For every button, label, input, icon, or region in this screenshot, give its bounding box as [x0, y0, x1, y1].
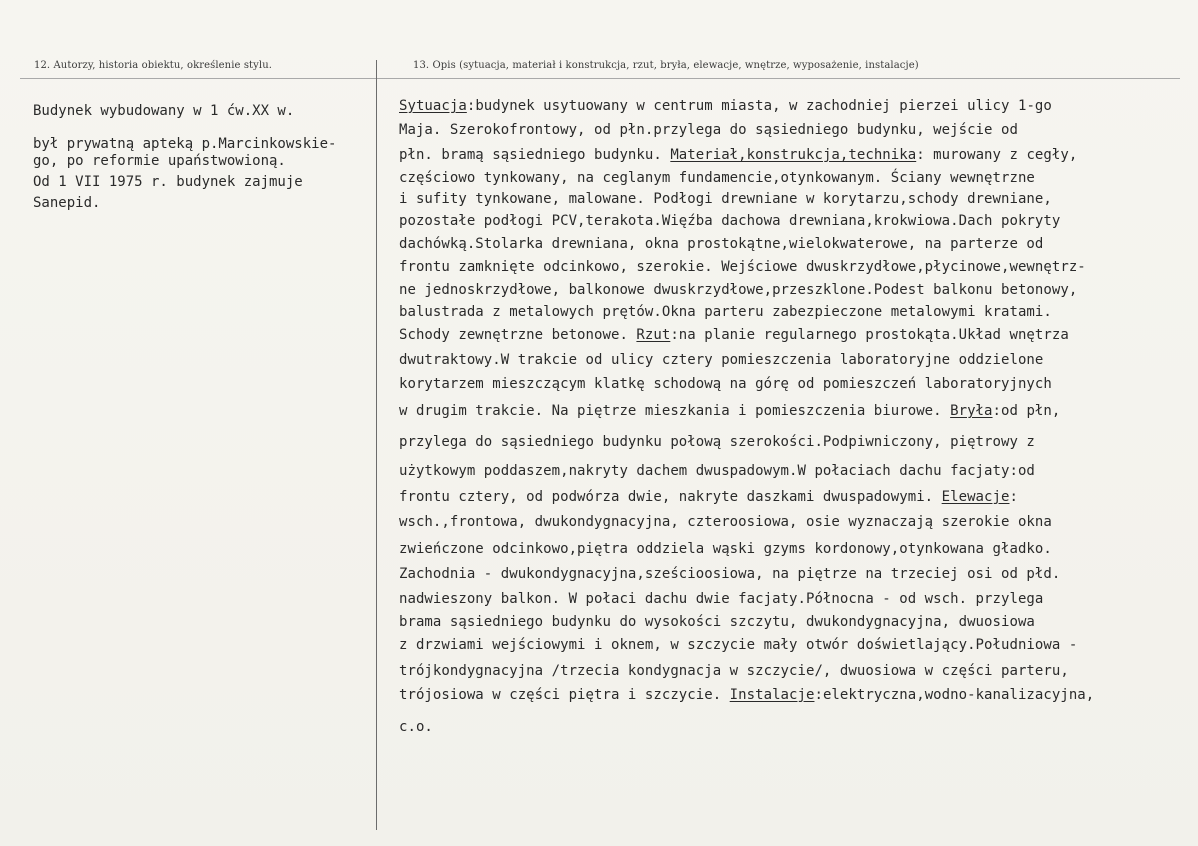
section-keyword: Sytuacja [399, 98, 467, 114]
description-text: i sufity tynkowane, malowane. Podłogi drewniane w korytarzu,schody drewniane, [399, 191, 1052, 207]
description-text: c.o. [399, 719, 433, 735]
description-text: dwutraktowy.W trakcie od ulicy cztery pomieszczenia laboratoryjne oddzielone [399, 352, 1044, 368]
description-text: trójkondygnacyjna /trzecia kondygnacja w szczycie/, dwuosiowa w części parteru, [399, 663, 1069, 679]
description-line [399, 350, 1043, 370]
description-line [399, 487, 1018, 507]
section-keyword: Elewacje [941, 489, 1010, 505]
description-text: :na planie regularnego prostokąta.Układ wnętrza [670, 327, 1069, 343]
description-text: w drugim trakcie. Na piętrze mieszkania i pomieszczenia biurowe. [399, 403, 951, 419]
description-text: przylega do sąsiedniego budynku połową szerokości.Podpiwniczony, piętrowy z [399, 434, 1035, 450]
description-text: frontu cztery, od podwórza dwie, nakryte daszkami dwuspadowymi. [399, 489, 942, 505]
description-line [399, 512, 1052, 532]
history-line: był prywatną apteką p.Marcinkowskie- [33, 136, 337, 152]
description-line [399, 401, 1060, 421]
description-text: balustrada z metalowych prętów.Okna parteru zabezpieczone metalowymi kratami. [399, 304, 1052, 320]
description-line [399, 589, 1043, 609]
description-text: Schody zewnętrzne betonowe. [399, 327, 637, 343]
description-text: Zachodnia - dwukondygnacyjna,sześcioosiowa, na piętrze na trzeciej osi od płd. [399, 566, 1061, 582]
description-line [399, 302, 1052, 322]
description-line [399, 325, 1069, 345]
description-line [399, 635, 1077, 655]
section-keyword: Materiał,konstrukcja,technika [670, 147, 917, 163]
description-line [399, 280, 1077, 300]
description-text: :elektryczna,wodno-kanalizacyjna, [814, 687, 1095, 703]
section-keyword: Rzut [636, 327, 671, 343]
description-line [399, 234, 1043, 254]
history-line: go, po reformie upaństwowioną. [33, 153, 286, 169]
description-text: Maja. Szerokofrontowy, od płn.przylega do sąsiedniego budynku, wejście od [399, 122, 1018, 138]
description-line [399, 432, 1035, 452]
description-line [399, 145, 1077, 165]
header-rule [20, 78, 1180, 79]
description-line [399, 461, 1035, 481]
description-line [399, 685, 1094, 705]
description-line [399, 539, 1052, 559]
column-divider [376, 60, 377, 830]
history-line: Od 1 VII 1975 r. budynek zajmuje [33, 174, 303, 190]
description-text: częściowo tynkowany, na ceglanym fundamencie,otynkowanym. Ściany wewnętrzne [399, 170, 1035, 186]
description-line [399, 168, 1035, 188]
history-line: Sanepid. [33, 195, 101, 211]
history-line: Budynek wybudowany w 1 ćw.XX w. [33, 103, 295, 119]
description-text: nadwieszony balkon. W połaci dachu dwie facjaty.Północna - od wsch. przylega [399, 591, 1044, 607]
description-text: korytarzem mieszczącym klatkę schodową na górę od pomieszczeń laboratoryjnych [399, 376, 1052, 392]
description-text: :budynek usytuowany w centrum miasta, w zachodniej pierzei ulicy 1-go [466, 98, 1052, 114]
description-line [399, 257, 1086, 277]
description-text: zwieńczone odcinkowo,piętra oddziela wąski gzyms kordonowy,otynkowana gładko. [399, 541, 1052, 557]
description-text: frontu zamknięte odcinkowo, szerokie. Wejściowe dwuskrzydłowe,płycinowe,wewnętrz- [399, 259, 1086, 275]
description-text: :od płn, [992, 403, 1061, 419]
description-line [399, 661, 1069, 681]
description-text: użytkowym poddaszem,nakryty dachem dwuspadowym.W połaciach dachu facjaty:od [399, 463, 1035, 479]
description-line [399, 612, 1035, 632]
description-text: płn. bramą sąsiedniego budynku. [399, 147, 671, 163]
section-keyword: Instalacje [729, 687, 815, 703]
description-line [399, 120, 1018, 140]
description-text: dachówką.Stolarka drewniana, okna prostokątne,wielokwaterowe, na parterze od [399, 236, 1044, 252]
section-12-header: 12. Autorzy, historia obiektu, określenie stylu. [34, 60, 273, 71]
description-line [399, 96, 1052, 116]
description-line [399, 374, 1052, 394]
description-text: brama sąsiedniego budynku do wysokości szczytu, dwukondygnacyjna, dwuosiowa [399, 614, 1035, 630]
description-line [399, 717, 433, 737]
description-line [399, 211, 1060, 231]
section-keyword: Bryła [950, 403, 993, 419]
description-text: : [1009, 489, 1018, 505]
description-text: trójosiowa w części piętra i szczycie. [399, 687, 730, 703]
description-line [399, 564, 1060, 584]
description-line [399, 189, 1052, 209]
description-text: pozostałe podłogi PCV,terakota.Więźba dachowa drewniana,krokwiowa.Dach pokryty [399, 213, 1061, 229]
description-text: ne jednoskrzydłowe, balkonowe dwuskrzydłowe,przeszklone.Podest balkonu betonowy, [399, 282, 1078, 298]
section-13-header: 13. Opis (sytuacja, materiał i konstrukcja, rzut, bryła, elewacje, wnętrze, wyposażenie, instalacje) [413, 60, 919, 71]
description-text: : murowany z cegły, [916, 147, 1078, 163]
description-text: z drzwiami wejściowymi i oknem, w szczycie mały otwór doświetlający.Południowa - [399, 637, 1078, 653]
description-text: wsch.,frontowa, dwukondygnacyjna, czteroosiowa, osie wyznaczają szerokie okna [399, 514, 1052, 530]
